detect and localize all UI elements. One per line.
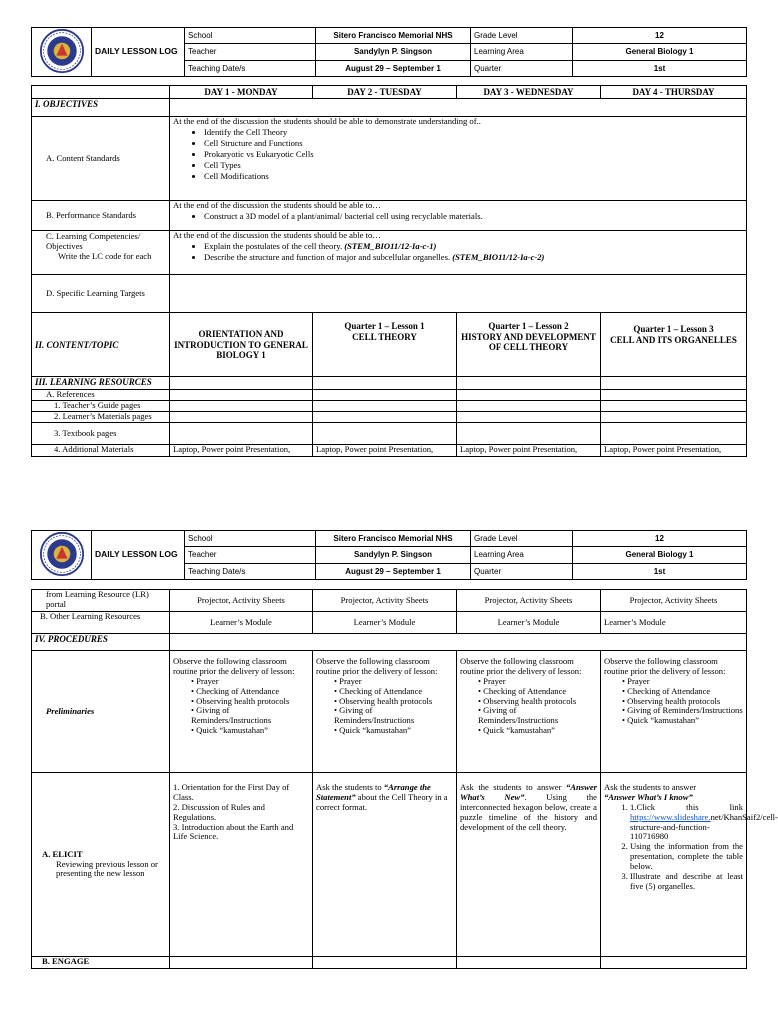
deped-seal — [32, 531, 92, 580]
lr-day-2: Projector, Activity Sheets — [313, 590, 457, 612]
teacher-value: Sandylyn P. Singson — [316, 44, 471, 60]
dates-value: August 29 – September 1 — [316, 563, 471, 579]
day-3-header: DAY 3 - WEDNESDAY — [457, 86, 601, 99]
header-table — [31, 27, 747, 77]
objectives-heading: I. OBJECTIVES — [32, 99, 170, 117]
grade-value: 12 — [573, 28, 747, 44]
preliminaries-label: Preliminaries — [32, 651, 170, 773]
other-day-3: Learner’s Module — [457, 612, 601, 634]
school-label: School — [185, 531, 316, 547]
school-label: School — [185, 28, 316, 44]
additional-label: 4. Additional Materials — [32, 445, 170, 457]
teacher-value: Sandylyn P. Singson — [316, 547, 471, 563]
school-value: Sitero Francisco Memorial NHS — [316, 531, 471, 547]
tg-label: 1. Teacher’s Guide pages — [32, 401, 170, 412]
area-value: General Biology 1 — [573, 547, 747, 563]
learning-competencies: At the end of the discussion the students should be able to… • Explain the postulates of the cell theory. (STEM_BIO11/12-Ia-c-1) • Describe the structure and function of major and subcellular organelles. (STEM_BIO11/12-Ia-c-2) — [170, 231, 747, 275]
dates-value: August 29 – September 1 — [316, 60, 471, 76]
topic-day-2: Quarter 1 – Lesson 1 CELL THEORY — [313, 313, 457, 377]
other-resources-label: B. Other Learning Resources — [32, 612, 170, 634]
elicit-day-3: Ask the students to answer “Answer What’s New”. Using the interconnected hexagon below, create a puzzle timeline of the history and development of the cell theory. — [457, 773, 601, 957]
routine-day-1: Observe the following classroom routine prior the delivery of lesson: • Prayer • Checking of Attendance • Observing health protocols • Giving of Reminders/Instructions • Quick “kamustahan” — [170, 651, 313, 773]
additional-day-1: Laptop, Power point Presentation, — [170, 445, 313, 457]
quarter-label: Quarter — [471, 563, 573, 579]
school-value: Sitero Francisco Memorial NHS — [316, 28, 471, 44]
grade-value: 12 — [573, 531, 747, 547]
slideshare-link[interactable]: https://www.slideshare. — [630, 811, 711, 822]
procedures-heading: IV. PROCEDURES — [32, 634, 170, 651]
day-2-header: DAY 2 - TUESDAY — [313, 86, 457, 99]
content-topic-heading: II. CONTENT/TOPIC — [32, 313, 170, 377]
dates-label: Teaching Date/s — [185, 563, 316, 579]
targets-label: D. Specific Learning Targets — [32, 275, 170, 313]
log-title: DAILY LESSON LOG — [92, 531, 185, 580]
elicit-day-1: 1. Orientation for the First Day of Class. 2. Discussion of Rules and Regulations. 3. Introduction about the Earth and Life Science. — [170, 773, 313, 957]
routine-day-3: Observe the following classroom routine prior the delivery of lesson: • Prayer • Checking of Attendance • Observing health protocols • Giving of Reminders/Instructions • Quick “kamustahan” — [457, 651, 601, 773]
lr-portal-label: from Learning Resource (LR) portal — [32, 590, 170, 612]
quarter-label: Quarter — [471, 60, 573, 76]
routine-day-2: Observe the following classroom routine prior the delivery of lesson: • Prayer • Checking of Attendance • Observing health protocols • Giving of Reminders/Instructions • Quick “kamustahan” — [313, 651, 457, 773]
references-label: A. References — [32, 390, 170, 401]
lr-day-3: Projector, Activity Sheets — [457, 590, 601, 612]
area-label: Learning Area — [471, 547, 573, 563]
area-value: General Biology 1 — [573, 44, 747, 60]
content-standards: At the end of the discussion the students should be able to demonstrate understanding of.. • Identify the Cell Theory • Cell Structure and Functions • Prokaryotic vs Eukaryotic Cells • Cell Types • Cell Modifications — [170, 117, 747, 201]
page-2 — [31, 530, 747, 580]
day-4-header: DAY 4 - THURSDAY — [601, 86, 747, 99]
header-table-2 — [31, 530, 747, 580]
lr-day-1: Projector, Activity Sheets — [170, 590, 313, 612]
additional-day-4: Laptop, Power point Presentation, — [601, 445, 747, 457]
teacher-label: Teacher — [185, 44, 316, 60]
area-label: Learning Area — [471, 44, 573, 60]
other-day-4: Learner’s Module — [601, 612, 747, 634]
elicit-label: A. ELICIT Reviewing previous lesson or presenting the new lesson — [32, 773, 170, 957]
content-standards-label: A. Content Standards — [32, 117, 170, 201]
dates-label: Teaching Date/s — [185, 60, 316, 76]
log-title: DAILY LESSON LOG — [92, 28, 185, 77]
other-day-2: Learner’s Module — [313, 612, 457, 634]
main-table-2 — [31, 589, 778, 969]
day-1-header: DAY 1 - MONDAY — [170, 86, 313, 99]
topic-day-4: Quarter 1 – Lesson 3 CELL AND ITS ORGANELLES — [601, 313, 747, 377]
topic-day-1: ORIENTATION AND INTRODUCTION TO GENERAL BIOLOGY 1 — [170, 313, 313, 377]
page-1 — [31, 27, 747, 77]
teacher-label: Teacher — [185, 547, 316, 563]
resources-heading: III. LEARNING RESOURCES — [32, 377, 170, 390]
elicit-day-2: Ask the students to “Arrange the Statement” about the Cell Theory in a correct format. — [313, 773, 457, 957]
other-day-1: Learner’s Module — [170, 612, 313, 634]
performance-standards: At the end of the discussion the students should be able to… • Construct a 3D model of a plant/animal/ bacterial cell using recyclable materials. — [170, 201, 747, 231]
performance-standards-label: B. Performance Standards — [32, 201, 170, 231]
lr-day-4: Projector, Activity Sheets — [601, 590, 747, 612]
deped-seal-icon — [39, 531, 85, 577]
elicit-day-4: Ask the students to answer “Answer What’s I know” 1. 1.Click this link https://www.slideshare.net/KhanSaif2/cell-structure-and-function-110716980 2. Using the information from the presentation, complete the table below. 3. Illustrate and describe at least five (5) organelles. — [601, 773, 747, 957]
grade-label: Grade Level — [471, 531, 573, 547]
additional-day-2: Laptop, Power point Presentation, — [313, 445, 457, 457]
deped-seal-icon — [39, 28, 85, 74]
additional-day-3: Laptop, Power point Presentation, — [457, 445, 601, 457]
deped-seal — [32, 28, 92, 77]
lm-label: 2. Learner’s Materials pages — [32, 412, 170, 423]
topic-day-3: Quarter 1 – Lesson 2 HISTORY AND DEVELOPMENT OF CELL THEORY — [457, 313, 601, 377]
engage-label: B. ENGAGE — [32, 957, 170, 969]
textbook-label: 3. Textbook pages — [32, 423, 170, 445]
quarter-value: 1st — [573, 60, 747, 76]
routine-day-4: Observe the following classroom routine prior the delivery of lesson: • Prayer • Checking of Attendance • Observing health protocols • Giving of Reminders/Instructions • Quick “kamustahan” — [601, 651, 747, 773]
competencies-label: C. Learning Competencies/ Objectives Write the LC code for each — [32, 231, 170, 275]
quarter-value: 1st — [573, 563, 747, 579]
grade-label: Grade Level — [471, 28, 573, 44]
main-table-1 — [31, 85, 747, 457]
